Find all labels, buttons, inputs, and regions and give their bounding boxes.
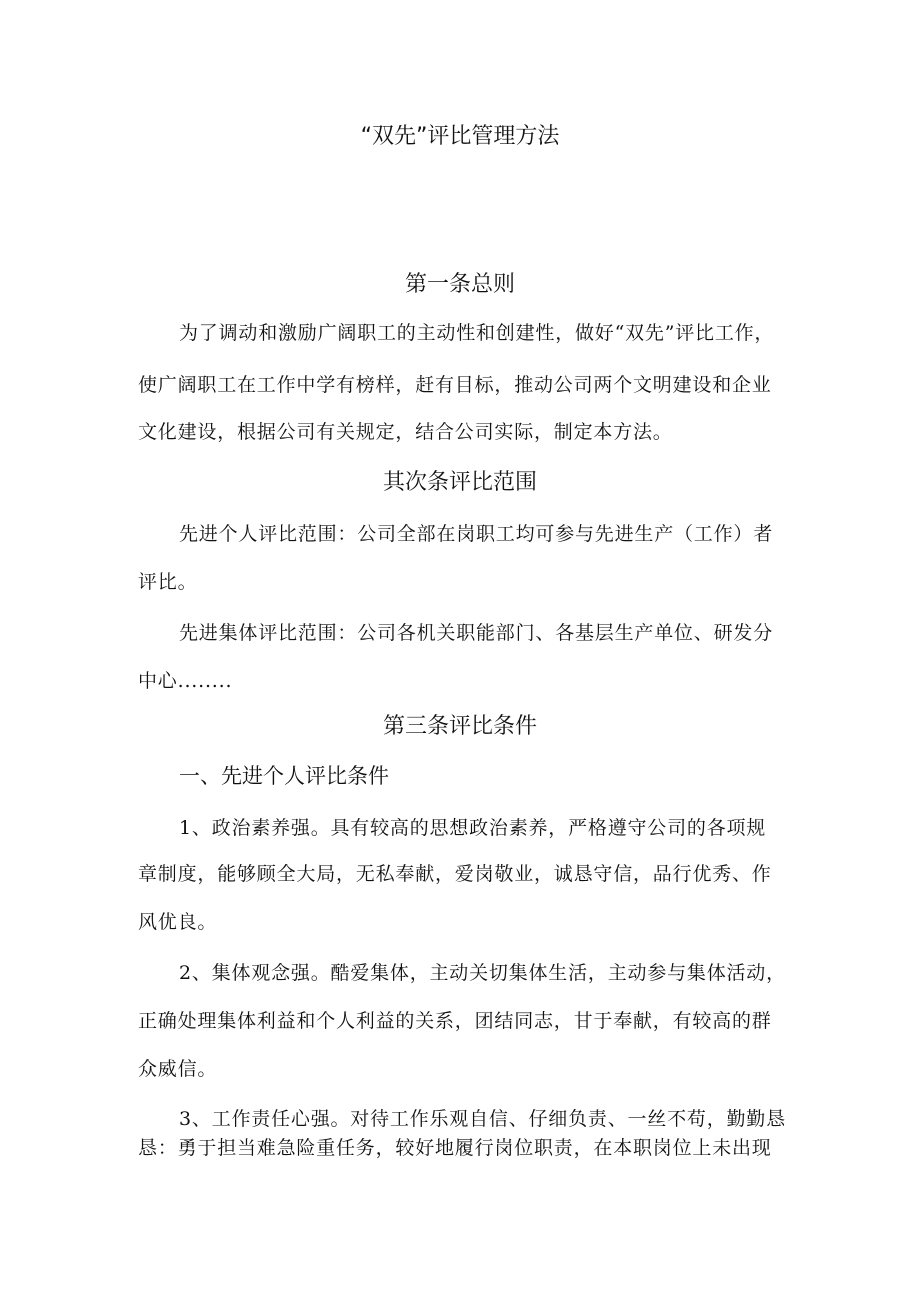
section-heading: 其次条评比范围 <box>382 470 537 495</box>
list-item-line: 风优良。 <box>138 911 218 933</box>
list-item-line: 恳：勇于担当难急险重任务，较好地履行岗位职责，在本职岗位上未出现 <box>138 1137 772 1159</box>
list-item-line: 章制度，能够顾全大局，无私奉献，爱岗敬业，诚恳守信，品行优秀、作 <box>138 863 772 885</box>
list-item-line: 2、集体观念强。酷爱集体，主动关切集体生活，主动参与集体活动， <box>179 962 786 984</box>
paragraph-line: 先进个人评比范围：公司全部在岗职工均可参与先进生产（工作）者 <box>179 523 774 545</box>
paragraph-line: 中心........ <box>138 670 233 692</box>
paragraph-line: 文化建设，根据公司有关规定，结合公司实际，制定本方法。 <box>138 421 673 443</box>
paragraph-line: 先进集体评比范围：公司各机关职能部门、各基层生产单位、研发分 <box>179 622 774 644</box>
list-item-line: 众威信。 <box>138 1058 218 1080</box>
subsection-heading: 一、先进个人评比条件 <box>179 764 389 788</box>
paragraph-line: 为了调动和激励广阔职工的主动性和创建性，做好“双先”评比工作， <box>179 322 775 344</box>
document-title: “双先”评比管理方法 <box>360 124 560 149</box>
list-item-line: 正确处理集体利益和个人利益的关系，团结同志，甘于奉献，有较高的群 <box>138 1010 772 1032</box>
list-item-line: 1、政治素养强。具有较高的思想政治素养，严格遵守公司的各项规 <box>179 817 767 839</box>
paragraph-line: 评比。 <box>138 571 198 593</box>
section-heading: 第一条总则 <box>404 272 515 297</box>
section-heading: 第三条评比条件 <box>382 714 537 739</box>
list-item-line: 3、工作责任心强。对待工作乐观自信、仔细负责、一丝不苟，勤勤恳 <box>179 1108 786 1130</box>
paragraph-line: 使广阔职工在工作中学有榜样，赶有目标，推动公司两个文明建设和企业 <box>138 374 772 396</box>
